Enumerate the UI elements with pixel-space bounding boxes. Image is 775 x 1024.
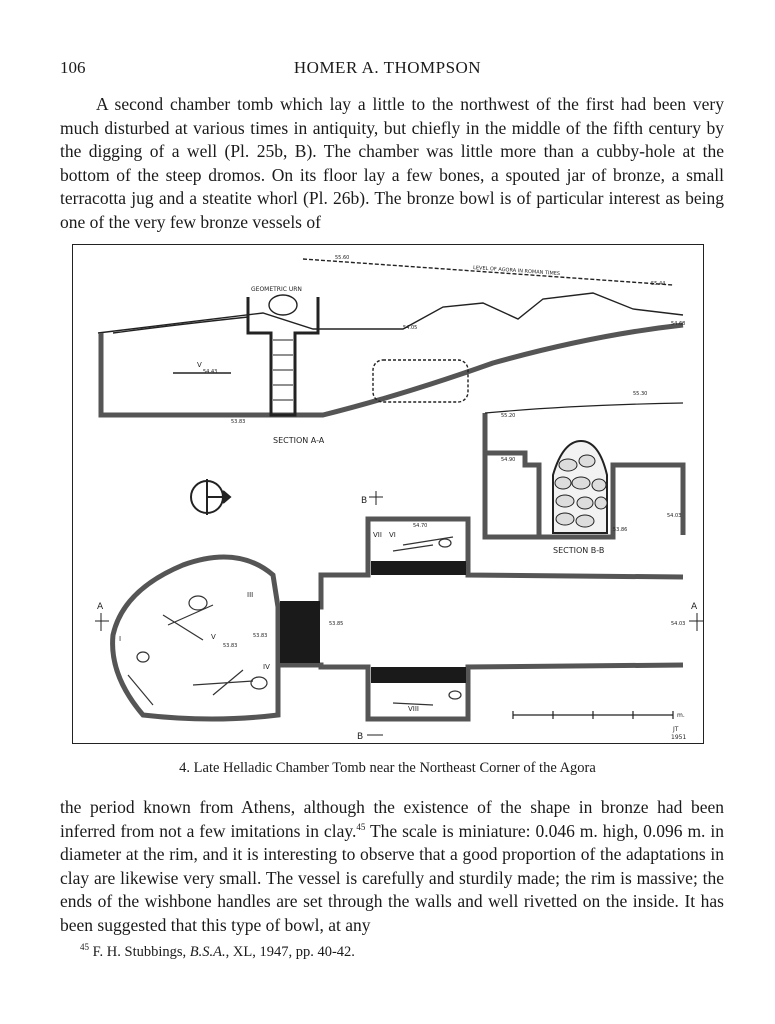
- burial-number: VI: [389, 531, 396, 539]
- draftsman-initials: JT: [673, 726, 679, 733]
- drawing-year: 1951: [671, 734, 687, 741]
- chamber-roof: [113, 317, 248, 333]
- elevation-label: 54.03: [671, 621, 686, 627]
- elevation-label: 53.85: [329, 621, 344, 627]
- paragraph-text: The scale is miniature: 0.046 m. high, 0.096 m. in diameter at the rim, and it is interesting to observe that a good proportion of the adaptations in clay are likewise very small. The vessel is carefully and sturdily made; the rim is massive; the ends of the wishbone handles are set through the walls and well rivetted on the inside. It has been suggested that this type of bowl, at any: [60, 820, 724, 935]
- tomb-plan-drawing: [73, 245, 705, 745]
- footnote-author: F. H. Stubbings,: [89, 944, 190, 960]
- elevation-label: 54.43: [203, 369, 218, 375]
- elevation-label: 54.70: [413, 523, 428, 529]
- burial-number: I: [119, 635, 122, 643]
- elevation-label: 55.30: [633, 391, 648, 397]
- south-niche-blocking: [371, 667, 466, 683]
- section-bb-label: SECTION B-B: [553, 546, 605, 555]
- figure-caption: 4. Late Helladic Chamber Tomb near the Northeast Corner of the Agora: [179, 760, 596, 776]
- elevation-label: 54.05: [403, 325, 418, 331]
- section-aa-label: SECTION A-A: [273, 436, 325, 445]
- section-bb-ground: [485, 403, 683, 413]
- chamber-doorway-blocking: [280, 601, 320, 663]
- page-number: 106: [60, 58, 86, 77]
- elevation-label: 54.03: [667, 513, 682, 519]
- burial-number: VIII: [408, 705, 419, 713]
- burial-number: VII: [373, 531, 382, 539]
- scale-unit: m.: [677, 712, 685, 719]
- scale-bar: [513, 711, 673, 719]
- body-paragraph-bottom: [60, 796, 724, 937]
- elevation-label: 55.44: [651, 281, 666, 287]
- figure-frame: [72, 244, 704, 744]
- elevation-label: 54.68: [671, 321, 686, 327]
- burial-number: IV: [263, 663, 270, 671]
- running-head: HOMER A. THOMPSON: [293, 58, 482, 77]
- geometric-urn-shape: [269, 295, 297, 315]
- body-paragraph-top: A second chamber tomb which lay a little to the northwest of the first had been very much disturbed at various times in antiquity, but chiefly in the middle of the fifth century by the digging of a well (Pl. 25b, B). The chamber was little more than a cubby-hole at the bottom of the steep dromos. On its floor lay a few bones, a spouted jar of bronze, a small terracotta jug and a steatite whorl (Pl. 26b). The bronze bowl is of particular interest as being one of the very few bronze vessels of: [60, 94, 724, 232]
- roman-numeral: V: [197, 361, 202, 369]
- elevation-label: 53.83: [223, 643, 238, 649]
- footnote-citation: , XL, 1947, pp. 40-42.: [225, 944, 355, 960]
- footnote-reference[interactable]: 45: [356, 821, 366, 832]
- section-aa: [98, 259, 686, 415]
- chamber-wall: [101, 325, 683, 415]
- burial-number: III: [247, 591, 254, 599]
- footnote-number: 45: [80, 942, 89, 953]
- burial-number: V: [211, 633, 216, 641]
- section-marker-b: B: [361, 496, 368, 506]
- section-marker-b: B: [357, 732, 364, 742]
- footnote-journal: B.S.A.: [189, 944, 226, 960]
- section-marker-a: A: [97, 602, 104, 612]
- footnote: [80, 944, 355, 961]
- section-marker-a: A: [691, 602, 698, 612]
- elevation-label: 55.60: [335, 255, 350, 261]
- ground-profile: [98, 293, 686, 333]
- elevation-label: 53.83: [231, 419, 246, 425]
- north-niche-blocking: [371, 561, 466, 575]
- paragraph-text: the period known from Athens, although the existence of the shape in bronze had been inferred from not a few imitations in clay.: [60, 797, 724, 841]
- north-arrow-icon: [191, 479, 230, 515]
- roman-level-label: LEVEL OF AGORA IN ROMAN TIMES: [472, 265, 561, 278]
- elevation-label: 54.90: [501, 457, 516, 463]
- elevation-label: 53.83: [253, 633, 268, 639]
- elevation-label: 53.86: [613, 527, 628, 533]
- fill-hatching: [273, 340, 293, 400]
- geometric-urn-label: GEOMETRIC URN: [251, 286, 302, 293]
- elevation-label: 55.20: [501, 413, 516, 419]
- dromos-south-wall: [278, 665, 683, 719]
